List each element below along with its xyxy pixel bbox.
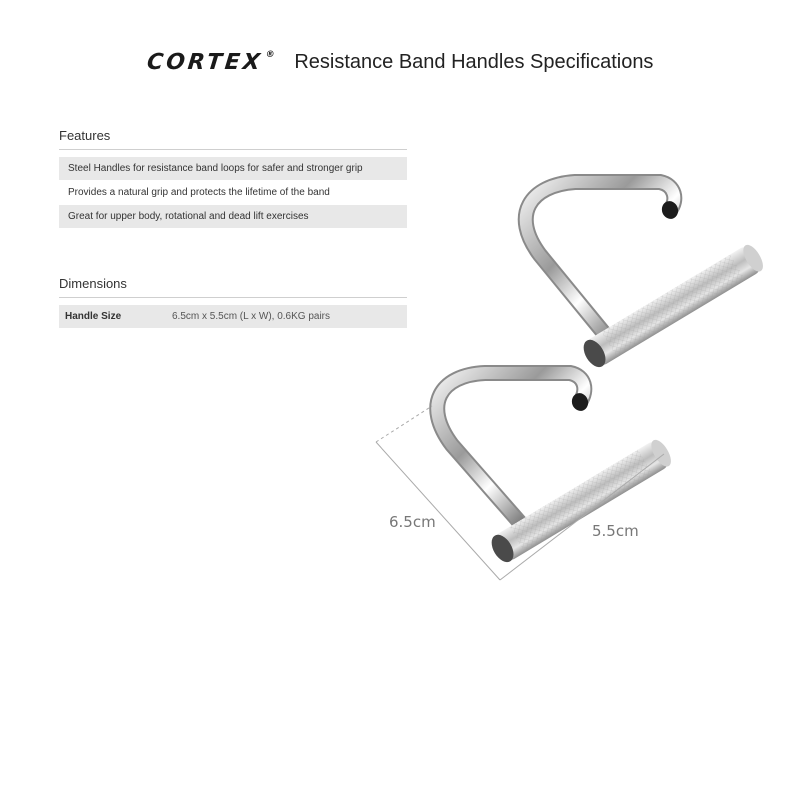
feature-item: Provides a natural grip and protects the lifetime of the band [68, 187, 330, 198]
width-label: 5.5cm [592, 522, 639, 540]
dimensions-section [59, 276, 407, 328]
feature-item: Great for upper body, rotational and dead lift exercises [59, 205, 407, 228]
handle-back [526, 182, 767, 371]
length-line [376, 442, 500, 580]
features-heading: Features [59, 128, 407, 150]
page-title: Resistance Band Handles Specifications [294, 50, 654, 73]
features-section [59, 128, 407, 229]
length-guide-dashed [376, 406, 432, 442]
registered-mark: ® [264, 49, 278, 60]
dimensions-heading: Dimensions [59, 276, 407, 298]
product-image [360, 160, 780, 600]
length-label: 6.5cm [389, 513, 436, 531]
spec-label: Handle Size [65, 311, 122, 322]
page-header [0, 42, 800, 82]
spec-row-handle-size [59, 305, 407, 328]
brand-logo: CORTEX® [145, 49, 278, 75]
feature-item: Steel Handles for resistance band loops for safer and stronger grip [59, 157, 407, 180]
spec-value: 6.5cm x 5.5cm (L x W), 0.6KG pairs [172, 311, 331, 322]
